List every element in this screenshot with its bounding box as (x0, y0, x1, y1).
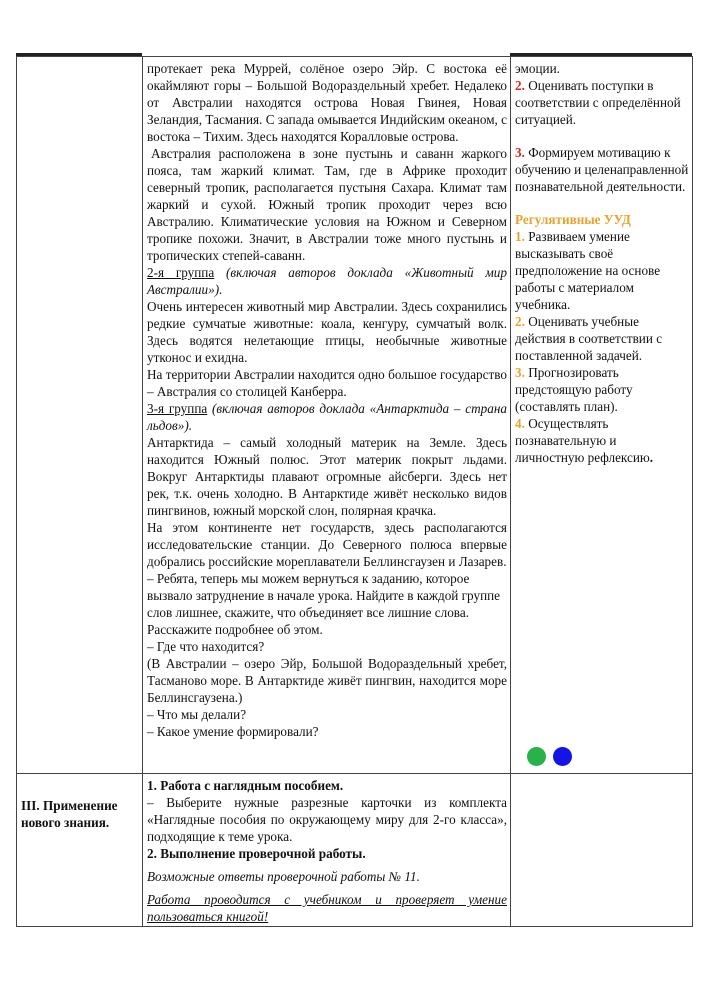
group-3-label: 3-я группа (147, 401, 208, 416)
top-border-left (16, 53, 142, 56)
stage-title: III. Применение нового знания. (21, 798, 118, 830)
uud-text: Оценивать учебные действия в соответствии с поставленной задачей. (515, 314, 663, 363)
stage-cell-empty (17, 57, 143, 774)
content-cell (143, 57, 511, 774)
paragraph: протекает река Муррей, солёное озеро Эйр. С востока её окаймляют горы – Большой Водораздельный хребет. Недалеко от Австралии находятся острова Новая Гвинея, Новая Зеландия, Тасмания. С запада омывается Индийским океаном, с востока – Тихим. Здесь находятся Коралловые острова. (147, 61, 507, 144)
uud-text: Прогнозировать предстоящую работу (составлять план). (515, 365, 633, 414)
question: – Где что находится? (147, 639, 265, 654)
paragraph: Очень интересен животный мир Австралии. Здесь сохранились редкие сумчатые животные: коала, кенгуру, сумчатый волк. Здесь водятся нелетающие птицы, необычные животные утконос и ехидна. (147, 299, 507, 365)
task-text: – Выберите нужные разрезные карточки из комплекта «Наглядные пособия по окружающему миру для 2-го класса», подходящие к теме урока. (147, 795, 507, 844)
answers-note: Возможные ответы проверочной работы № 11. (147, 869, 420, 884)
uud-text: Оценивать поступки в соответствии с определённой ситуацией. (515, 78, 681, 127)
top-border-right (510, 53, 692, 56)
task-heading: 1. Работа с наглядным пособием. (147, 778, 344, 793)
question: – Какое умение формировали? (147, 724, 319, 739)
uud-text: эмоции. (515, 61, 560, 76)
content-cell (143, 774, 511, 927)
uud-text: Формируем мотивацию к обучению и целенаправленной познавательной деятельности. (515, 145, 689, 194)
question: – Что мы делали? (147, 707, 247, 722)
work-note: Работа проводится с учебником и проверяет умение пользоваться книгой! (147, 892, 507, 924)
item-number: 3. (515, 365, 525, 380)
item-number: 1. (515, 229, 525, 244)
uud-cell-empty (511, 774, 693, 927)
paragraph: Антарктида – самый холодный материк на Земле. Здесь находится Южный полюс. Этот материк покрыт льдами. Вокруг Антарктиды плавают огромные айсберги. Здесь нет рек, т.к. очень холодно. В Антарктиде живёт несколько видов пингвинов, южный морской слон, полярная крачка. (147, 435, 507, 518)
table-row (17, 774, 693, 927)
uud-text: Развиваем умение высказывать своё предположение на основе работы с материалом учебника. (515, 229, 661, 312)
paragraph: На этом континенте нет государств, здесь располагаются исследовательские станции. До Северного полюса впервые добрались российские мореплаватели Беллинсгаузен и Лазарев. (147, 520, 507, 569)
group-2-note: (включая авторов доклада «Животный мир Австралии»). (147, 265, 507, 297)
period: . (649, 450, 654, 465)
green-dot-icon (527, 747, 546, 766)
task-heading: 2. Выполнение проверочной работы. (147, 846, 366, 861)
stage-cell (17, 774, 143, 927)
lesson-table (16, 56, 693, 927)
table-row (17, 57, 693, 774)
item-number: 2. (515, 78, 525, 93)
regulatory-heading: Регулятивные УУД (515, 212, 631, 227)
blue-dot-icon (553, 747, 572, 766)
paragraph: На территории Австралии находится одно большое государство – Австралия со столицей Канберра. (147, 367, 507, 399)
paragraph: Австралия расположена в зоне пустынь и саванн жаркого пояса, там жаркий климат. Там, где в Африке проходит северный тропик, располагается пустыня Сахара. Климат там жаркий и сухой. Южный тропик проходит через всю Австралию. Климатические условия на Южном и Северном тропике похожи. Значит, в Австралии тоже много пустынь и тропических степей-саванн. (147, 146, 507, 263)
item-number: 3. (515, 145, 525, 160)
lesson-plan-page (16, 56, 692, 930)
group-2-label: 2-я группа (147, 265, 215, 280)
item-number: 2. (515, 314, 525, 329)
group-3-note: (включая авторов доклада «Антарктида – страна льдов»). (147, 401, 507, 433)
item-number: 4. (515, 416, 525, 431)
uud-cell (511, 57, 693, 774)
paragraph: – Ребята, теперь мы можем вернуться к заданию, которое вызвало затруднение в начале урока. Найдите в каждой группе слов лишнее, скажите, что объединяет все лишние слова. Расскажите подробнее об этом. (147, 571, 501, 637)
uud-text: Осуществлять познавательную и личностную рефлексию (515, 416, 650, 465)
answer: (В Австралии – озеро Эйр, Большой Водораздельный хребет, Тасманово море. В Антарктиде живёт пингвин, находится море Беллинсгаузена.) (147, 656, 507, 705)
